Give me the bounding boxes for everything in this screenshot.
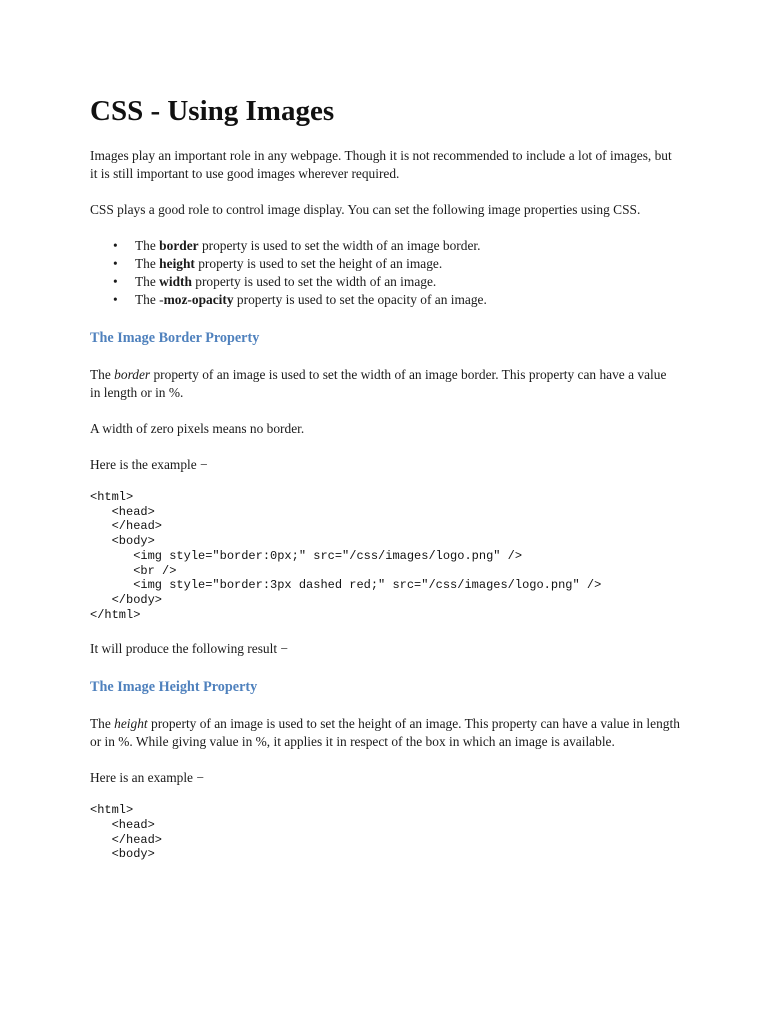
intro-paragraph: Images play an important role in any webpage. Though it is not recommended to include a lot of images, but it is still important to use good images wherever required. [90, 148, 672, 181]
height-description: The height property of an image is used to set the height of an image. This property can have a value in length or in %. While giving value in %, it applies it in respect of the box in which an image is available. [90, 716, 680, 750]
border-section-heading: The Image Border Property [90, 330, 260, 346]
list-item: • The -moz-opacity property is used to set the opacity of an image. [135, 291, 680, 309]
list-item: • The height property is used to set the height of an image. [135, 255, 680, 273]
zero-border-note: A width of zero pixels means no border. [90, 421, 305, 436]
document-content [90, 92, 680, 862]
property-list [90, 237, 680, 309]
intro-paragraph-2: CSS plays a good role to control image display. You can set the following image properties using CSS. [90, 202, 641, 217]
list-item: • The width property is used to set the width of an image. [135, 273, 680, 291]
example-intro: Here is the example − [90, 457, 208, 472]
border-description: The border property of an image is used to set the width of an image border. This property can have a value in length or in %. [90, 367, 667, 400]
list-item: • The border property is used to set the width of an image border. [135, 237, 680, 255]
page-title: CSS - Using Images [90, 95, 335, 127]
result-text: It will produce the following result − [90, 641, 288, 657]
height-section-heading: The Image Height Property [90, 679, 258, 696]
example-intro-2: Here is an example − [90, 770, 204, 786]
code-block-height: <html> <head> </head> <body> [90, 803, 163, 862]
code-block-border: <html> <head> </head> <body> <img style="border:0px;" src="/css/images/logo.png" /> <br /> <img style="border:3px dashed red;" src="/css/images/logo.png" /> </body> </html> [90, 490, 602, 622]
